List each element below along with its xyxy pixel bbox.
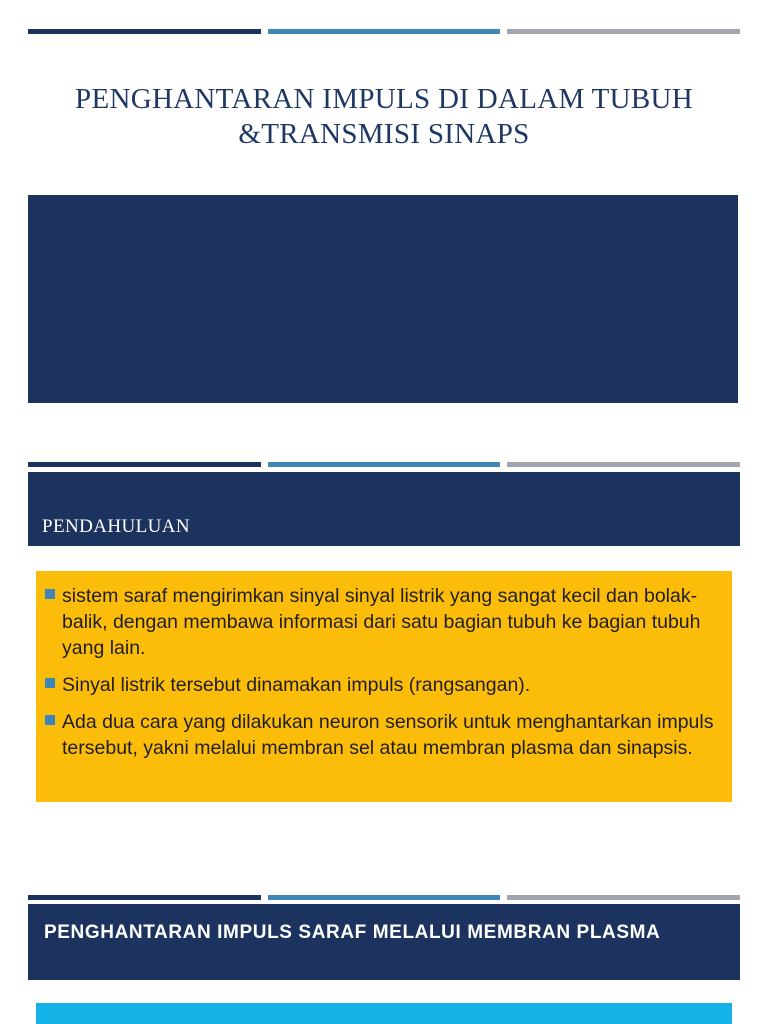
- stripe-gray: [507, 462, 740, 467]
- top-stripe-bar: [28, 29, 740, 34]
- bullet-item: [44, 709, 722, 761]
- slide-title-line-2: &TRANSMISI SINAPS: [238, 118, 530, 150]
- section-header-membran-plasma: [28, 904, 740, 980]
- stripe-gray: [507, 29, 740, 34]
- square-bullet-icon: [45, 678, 55, 688]
- section-stripe-bar: [28, 462, 740, 467]
- bullet-item: [44, 583, 722, 661]
- stripe-blue: [268, 895, 500, 900]
- intro-content-box: [36, 571, 732, 802]
- stripe-navy: [28, 462, 261, 467]
- section-title: PENDAHULUAN: [42, 516, 190, 537]
- stripe-blue: [268, 462, 500, 467]
- bullet-list: [36, 571, 732, 761]
- stripe-navy: [28, 895, 261, 900]
- square-bullet-icon: [45, 715, 55, 725]
- slide-title: [28, 82, 740, 152]
- content-box-cyan: [36, 1003, 732, 1024]
- stripe-navy: [28, 29, 261, 34]
- square-bullet-icon: [45, 589, 55, 599]
- slide-title-line-1: PENGHANTARAN IMPULS DI DALAM TUBUH: [75, 83, 693, 115]
- section-title: PENGHANTARAN IMPULS SARAF MELALUI MEMBRAN PLASMA: [44, 922, 661, 943]
- stripe-blue: [268, 29, 500, 34]
- stripe-gray: [507, 895, 740, 900]
- bullet-text: Sinyal listrik tersebut dinamakan impuls (rangsangan).: [62, 674, 531, 696]
- bullet-text: sistem saraf mengirimkan sinyal sinyal listrik yang sangat kecil dan bolak-balik, dengan membawa informasi dari satu bagian tubuh ke bagian tubuh yang lain.: [62, 585, 701, 659]
- bullet-text: Ada dua cara yang dilakukan neuron sensorik untuk menghantarkan impuls tersebut, yakni melalui membran sel atau membran plasma dan sinapsis.: [62, 711, 714, 759]
- section-stripe-bar: [28, 895, 740, 900]
- bullet-item: [44, 672, 722, 698]
- title-banner-block: [28, 195, 738, 403]
- section-header-pendahuluan: [28, 472, 740, 546]
